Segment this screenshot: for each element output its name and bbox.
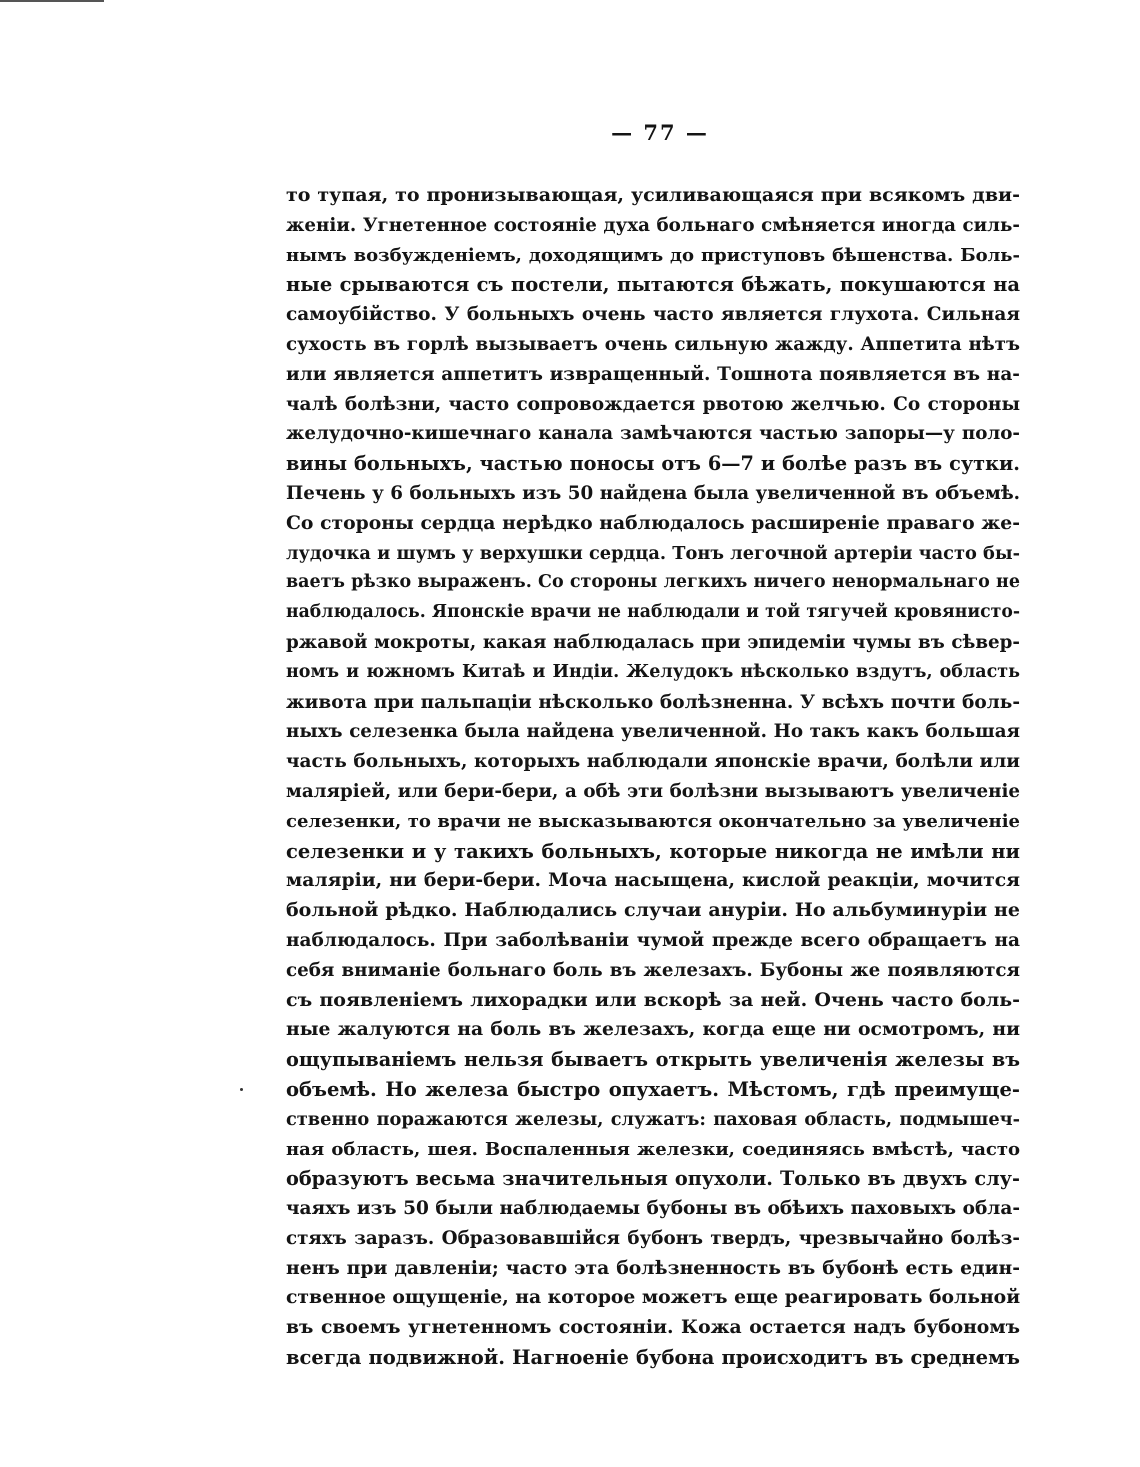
text-line: селезенки, то врачи не высказываются окончательно за увеличеніе	[286, 810, 1020, 832]
text-line: селезенки и у такихъ больныхъ, которые никогда не имѣли ни	[286, 839, 1020, 863]
text-line: вины больныхъ, частью поносы отъ 6—7 и болѣе разъ въ сутки.	[286, 452, 1020, 476]
text-line: самоубійство. У больныхъ очень часто является глухота. Сильная	[286, 304, 1020, 326]
text-line: женіи. Угнетенное состояніе духа больнаго смѣняется иногда силь-	[286, 214, 1020, 236]
margin-speck	[240, 1088, 243, 1091]
text-line: Печень у 6 больныхъ изъ 50 найдена была увеличенной въ объемѣ.	[286, 482, 1020, 504]
text-line: ваетъ рѣзко выраженъ. Со стороны легкихъ ничего ненормальнаго не	[286, 572, 1020, 593]
text-line: съ появленіемъ лихорадки или вскорѣ за ней. Очень часто боль-	[286, 988, 1020, 1011]
text-line: маляріей, или бери-бери, а обѣ эти болѣзни вызываютъ увеличеніе	[286, 780, 1020, 802]
text-line: въ своемъ угнетенномъ состояніи. Кожа остается надъ бубономъ	[286, 1316, 1020, 1339]
text-line: сухость въ горлѣ вызываетъ очень сильную жажду. Аппетита нѣтъ	[286, 333, 1020, 355]
text-line: ненъ при давленіи; часто эта болѣзненность въ бубонѣ есть един-	[286, 1256, 1020, 1279]
text-line: ственное ощущеніе, на которое можетъ еще реагировать больной	[286, 1286, 1020, 1309]
text-line: маляріи, ни бери-бери. Моча насыщена, кислой реакціи, мочится	[286, 869, 1020, 892]
page-number: — 77 —	[611, 120, 709, 145]
text-line: больной рѣдко. Наблюдались случаи ануріи. Но альбуминуріи не	[286, 899, 1020, 922]
text-line: часть больныхъ, которыхъ наблюдали японскіе врачи, болѣли или	[286, 751, 1020, 773]
text-line: себя вниманіе больнаго боль въ железахъ. Бубоны же появляются	[286, 959, 1020, 981]
text-line: ощупываніемъ нельзя бываетъ открыть увеличенія железы въ	[286, 1048, 1020, 1072]
text-line: стяхъ заразъ. Образовавшійся бубонъ твердъ, чрезвычайно болѣз-	[286, 1227, 1020, 1249]
text-line: ржавой мокроты, какая наблюдалась при эпидеміи чумы въ сѣвер-	[286, 631, 1020, 653]
text-line: желудочно-кишечнаго канала замѣчаются частью запоры—у поло-	[286, 423, 1020, 445]
text-line: нымъ возбужденіемъ, доходящимъ до приступовъ бѣшенства. Боль-	[286, 244, 1020, 266]
text-line: или является аппетитъ извращенный. Тошнота появляется въ на-	[286, 363, 1020, 385]
text-line: чаяхъ изъ 50 были наблюдаемы бубоны въ обѣихъ паховыхъ обла-	[286, 1198, 1020, 1220]
text-line: образуютъ весьма значительныя опухоли. Только въ двухъ слу-	[286, 1167, 1020, 1191]
text-line: всегда подвижной. Нагноеніе бубона происходитъ въ среднемъ	[286, 1346, 1020, 1370]
text-line: то тупая, то пронизывающая, усиливающаяся при всякомъ дви-	[286, 184, 1020, 206]
text-line: объемѣ. Но железа быстро опухаетъ. Мѣстомъ, гдѣ преимуще-	[286, 1077, 1020, 1101]
text-line: номъ и южномъ Китаѣ и Индіи. Желудокъ нѣсколько вздутъ, область	[286, 661, 1020, 682]
text-line: наблюдалось. При заболѣваніи чумой прежде всего обращаетъ на	[286, 929, 1020, 951]
scan-edge-rule	[0, 0, 104, 2]
text-line: ные жалуются на боль въ железахъ, когда еще ни осмотромъ, ни	[286, 1018, 1020, 1041]
text-line: наблюдалось. Японскіе врачи не наблюдали и той тягучей кровянисто-	[286, 602, 1020, 623]
text-line: Со стороны сердца нерѣдко наблюдалось расширеніе праваго же-	[286, 511, 1020, 534]
text-line: ная область, шея. Воспаленныя железки, соединяясь вмѣстѣ, часто	[286, 1138, 1020, 1160]
text-line: ные срываются съ постели, пытаются бѣжать, покушаются на	[286, 273, 1020, 297]
text-line: чалѣ болѣзни, часто сопровождается рвотою желчью. Со стороны	[286, 393, 1020, 415]
text-line: живота при пальпаціи нѣсколько болѣзненна. У всѣхъ почти боль-	[286, 691, 1020, 713]
body-text	[286, 181, 1020, 1373]
text-line: ныхъ селезенка была найдена увеличенной. Но такъ какъ большая	[286, 721, 1020, 743]
text-line: лудочка и шумъ у верхушки сердца. Тонъ легочной артеріи часто бы-	[286, 542, 1020, 564]
text-line: ственно поражаются железы, служатъ: паховая область, подмышеч-	[286, 1108, 1020, 1130]
